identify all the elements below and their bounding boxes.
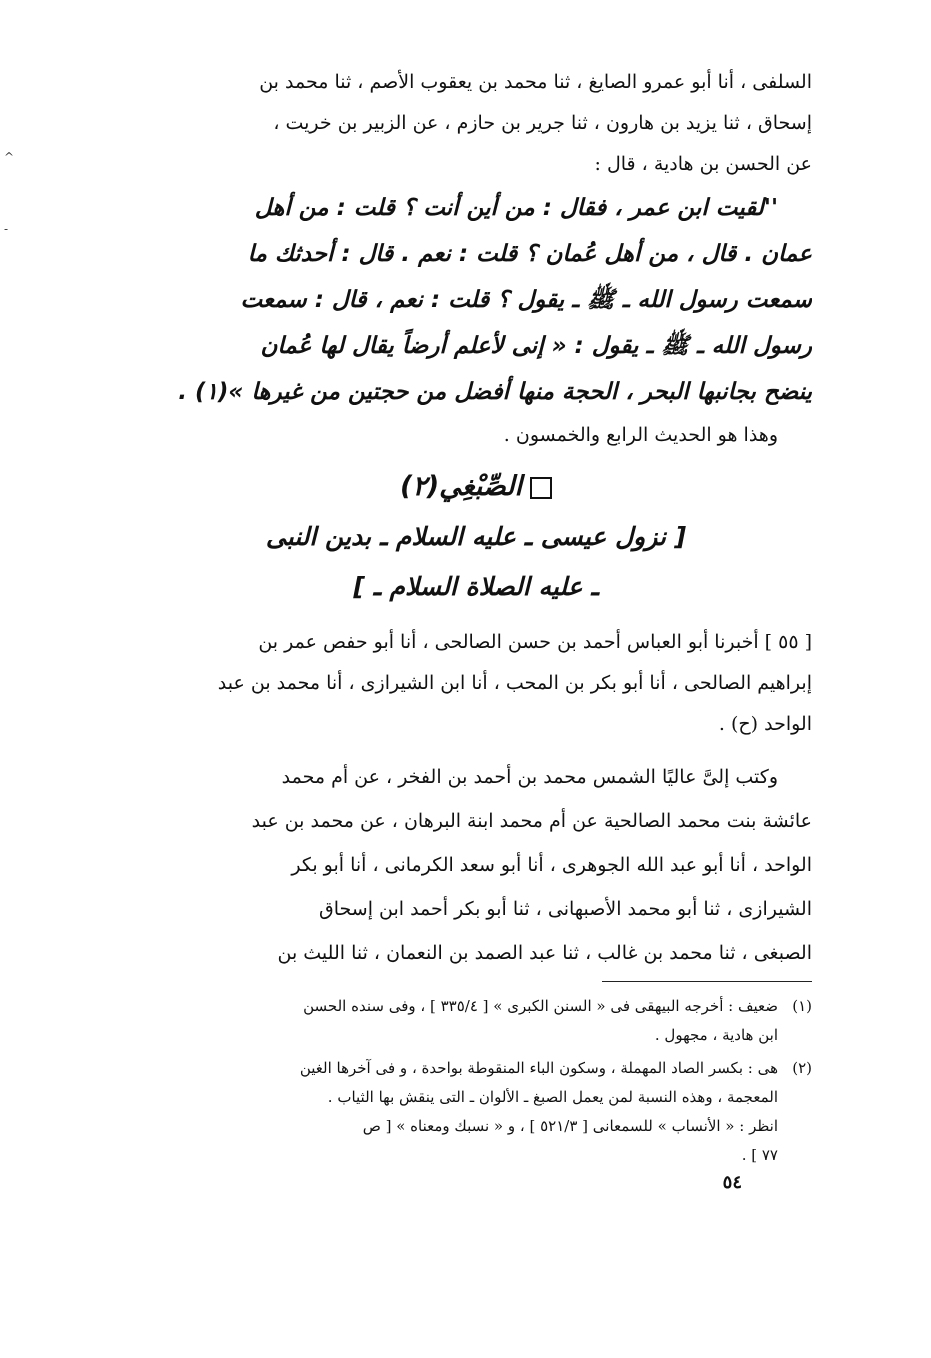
footnote-text: انظر : « الأنساب » للسمعانى [ ٥٢١/٣ ] ، و « نسبك ومعناه » [ ص (362, 1117, 778, 1135)
margin-mark-top: ^ (4, 150, 15, 164)
isnad-line: [ ٥٥ ] أخبرنا أبو العباس أحمد بن حسن الصالحى ، أنا أبو حفص عمر بن (258, 631, 812, 653)
hadith-text (140, 185, 812, 415)
isnad-line: الشيرازى ، ثنا أبو محمد الأصبهانى ، ثنا أبو بكر أحمد ابن إسحاق (318, 898, 812, 920)
footnote-text: هى : بكسر الصاد المهملة ، وسكون الباء المنقوطة بواحدة ، و فى آخرها الغين (299, 1059, 778, 1077)
footnote-text: المعجمة ، وهذه النسبة لمن يعمل الصبغ ـ الألوان ـ التى ينقش بها الثياب . (327, 1088, 778, 1106)
square-bullet-icon (530, 477, 552, 499)
footnote-text: ابن هادية ، مجهول . (654, 1026, 778, 1044)
footnote-number: (٢) (792, 1059, 812, 1077)
hadith-55-paragraph (140, 622, 812, 745)
section-subtitle-line: ـ عليه الصلاة السلام ـ ] (353, 572, 599, 601)
footnote-number: (١) (792, 997, 812, 1015)
footnote-1 (140, 992, 812, 1050)
footnotes (140, 992, 812, 1170)
intro-line: السلفى ، أنا أبو عمرو الصايغ ، ثنا محمد بن يعقوب الأصم ، ثنا محمد بن (259, 71, 812, 93)
intro-line: إسحاق ، ثنا يزيد بن هارون ، ثنا جرير بن حازم ، عن الزبير بن خريت ، (273, 112, 812, 134)
isnad-line: الصبغى ، ثنا محمد بن غالب ، ثنا عبد الصمد بن النعمان ، ثنا الليث بن (277, 942, 812, 964)
section-title (140, 462, 812, 512)
footnote-divider (602, 981, 812, 982)
section-subtitle (140, 512, 812, 612)
margin-mark-dash: - (4, 222, 9, 236)
isnad-line: عائشة بنت محمد الصالحية عن أم محمد ابنة البرهان ، عن محمد بن عبد (251, 810, 812, 832)
isnad-line: الواحد (ح) . (718, 713, 812, 735)
footnote-2 (140, 1054, 812, 1170)
hadith-line: ينضح بجانبها البحر ، الحجة منها أفضل من حجتين من غيرها »(١) . (178, 379, 812, 405)
closing-paragraph (140, 415, 812, 456)
intro-line: عن الحسن بن هادية ، قال : (594, 153, 812, 175)
isnad-line: وكتب إلىَّ عاليًا الشمس محمد بن أحمد بن الفخر ، عن أم محمد (281, 766, 778, 788)
hadith-line: سمعت رسول الله ـ ﷺ ـ يقول ؟ قلت : نعم ، قال : سمعت (240, 287, 812, 313)
footnote-text: ضعيف : أخرجه البيهقى فى « السنن الكبرى » [ ٣٣٥/٤ ] ، وفى سنده الحسن (303, 997, 778, 1015)
intro-paragraph (140, 62, 812, 185)
isnad-line: الواحد ، أنا أبو عبد الله الجوهرى ، أنا أبو سعد الكرمانى ، أنا أبو بكر (291, 854, 812, 876)
footnote-text: ٧٧ ] . (741, 1146, 778, 1164)
closing-line: وهذا هو الحديث الرابع والخمسون . (503, 424, 778, 446)
hadith-line: عمان . قال ، من أهل عُمان ؟ قلت : نعم . قال : أحدثك ما (247, 241, 812, 267)
hadith-line: رسول الله ـ ﷺ ـ يقول : « إنى لأعلم أرضاً يقال لها عُمان (260, 333, 812, 359)
section-title-text: الصِّبْغِي(٢) (399, 471, 523, 502)
section-subtitle-line: [ نزول عيسى ـ عليه السلام ـ بدين النبى (265, 522, 687, 551)
hadith-line: ''لقيت ابن عمر ، فقال : من أين أنت ؟ قلت : من أهل (254, 195, 778, 221)
isnad-line: إبراهيم الصالحى ، أنا أبو بكر بن المحب ، أنا ابن الشيرازى ، أنا محمد بن عبد (217, 672, 812, 694)
page-number: ٥٤ (722, 1172, 742, 1193)
document-page (140, 62, 812, 1193)
kataba-paragraph (140, 755, 812, 975)
